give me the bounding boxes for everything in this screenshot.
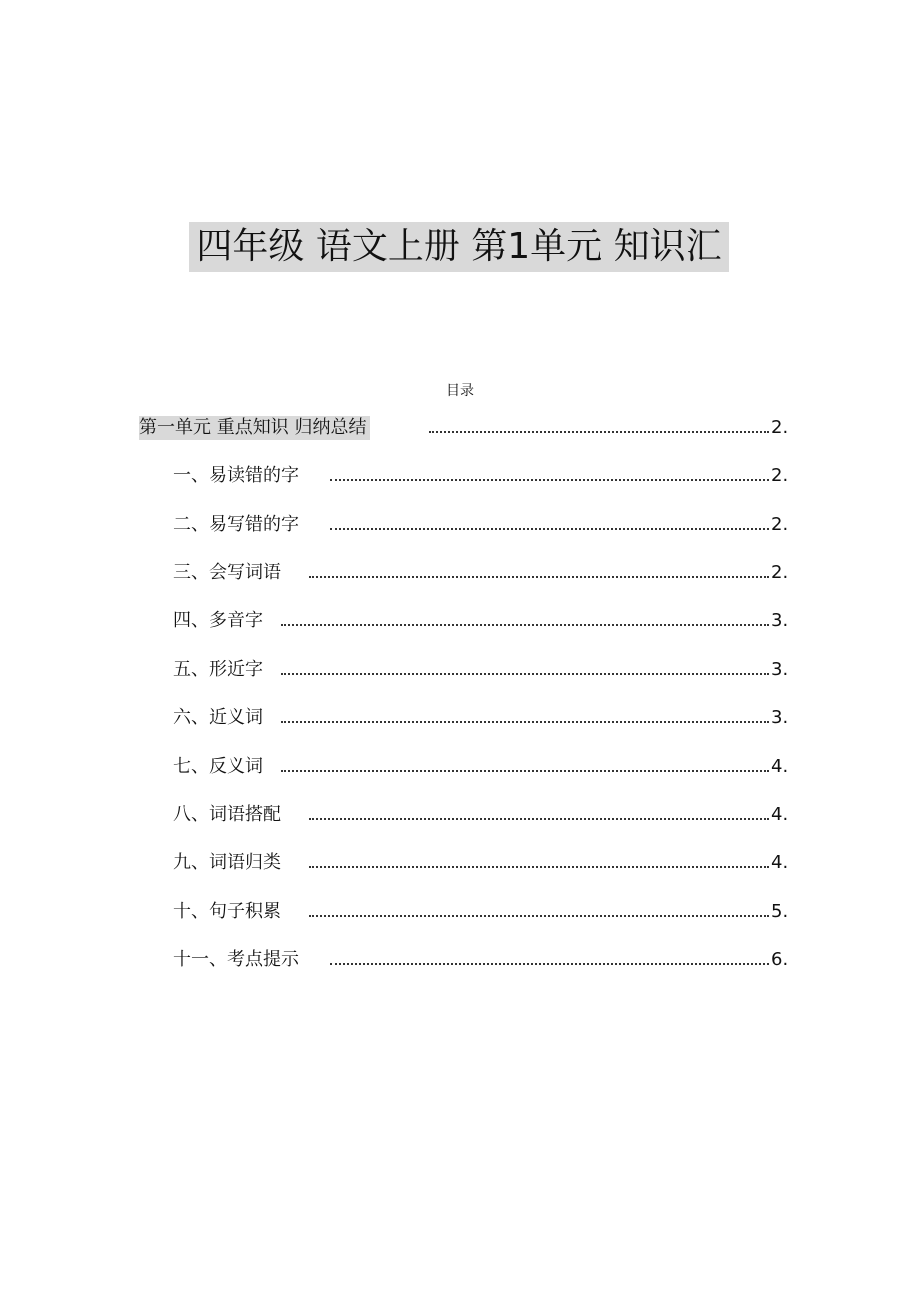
toc-entry-page: 3. bbox=[771, 659, 789, 680]
toc-leader-dots bbox=[330, 963, 769, 965]
toc-entry-label: 四、多音字 bbox=[173, 610, 263, 631]
toc-entry-label: 七、反义词 bbox=[173, 756, 263, 777]
toc-entry-label: 十一、考点提示 bbox=[173, 949, 299, 970]
toc-entry-page: 2. bbox=[771, 562, 789, 583]
toc-leader-dots bbox=[281, 721, 769, 723]
toc-entry-label: 第一单元 重点知识 归纳总结 bbox=[139, 416, 370, 440]
toc-leader-dots bbox=[281, 770, 769, 772]
toc-entry-page: 2. bbox=[771, 465, 789, 486]
toc-entry-label: 一、易读错的字 bbox=[173, 465, 299, 486]
toc-entry-page: 3. bbox=[771, 610, 789, 631]
toc-entry-6[interactable] bbox=[173, 706, 790, 730]
toc-entry-page: 5. bbox=[771, 901, 789, 922]
toc-entry-page: 3. bbox=[771, 707, 789, 728]
toc-entry-label: 十、句子积累 bbox=[173, 901, 281, 922]
toc-leader-dots bbox=[330, 479, 769, 481]
toc-leader-dots bbox=[429, 431, 769, 433]
toc-entry-page: 4. bbox=[771, 756, 789, 777]
toc-entry-label: 九、词语归类 bbox=[173, 852, 281, 873]
toc-leader-dots bbox=[309, 866, 769, 868]
toc-entry-label: 三、会写词语 bbox=[173, 562, 281, 583]
toc-entry-label: 二、易写错的字 bbox=[173, 514, 299, 535]
toc-entry-8[interactable] bbox=[173, 803, 790, 827]
toc-entry-page: 6. bbox=[771, 949, 789, 970]
toc-entry-7[interactable] bbox=[173, 755, 790, 779]
toc-entry-label: 六、近义词 bbox=[173, 707, 263, 728]
toc-entry-11[interactable] bbox=[173, 948, 790, 972]
toc-entry-2[interactable] bbox=[173, 513, 790, 537]
toc-entry-9[interactable] bbox=[173, 851, 790, 875]
toc-leader-dots bbox=[309, 576, 769, 578]
document-title: 四年级 语文上册 第1单元 知识汇 bbox=[189, 222, 729, 272]
toc-entry-page: 4. bbox=[771, 852, 789, 873]
toc-entry-label: 八、词语搭配 bbox=[173, 804, 281, 825]
toc-entry-page: 2. bbox=[771, 514, 789, 535]
toc-heading: 目录 bbox=[446, 383, 474, 399]
toc-entry-1[interactable] bbox=[173, 464, 790, 488]
toc-leader-dots bbox=[309, 915, 769, 917]
toc-leader-dots bbox=[281, 673, 769, 675]
toc-entry-page: 2. bbox=[771, 417, 789, 438]
toc-entry-main[interactable] bbox=[139, 416, 790, 440]
toc-entry-label: 五、形近字 bbox=[173, 659, 263, 680]
toc-leader-dots bbox=[330, 528, 769, 530]
toc-entry-5[interactable] bbox=[173, 658, 790, 682]
toc-leader-dots bbox=[309, 818, 769, 820]
toc-entry-10[interactable] bbox=[173, 900, 790, 924]
toc-entry-4[interactable] bbox=[173, 609, 790, 633]
toc-leader-dots bbox=[281, 624, 769, 626]
toc-entry-3[interactable] bbox=[173, 561, 790, 585]
toc-entry-page: 4. bbox=[771, 804, 789, 825]
